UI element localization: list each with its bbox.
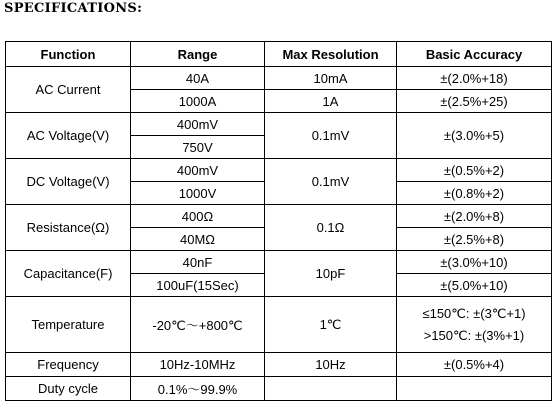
accuracy-cell: [397, 377, 552, 401]
function-ac-current: AC Current: [6, 67, 131, 113]
accuracy-cell: ±(2.5%+8): [397, 228, 552, 251]
resolution-cell: 1℃: [265, 297, 397, 353]
accuracy-cell: ±(2.5%+25): [397, 90, 552, 113]
accuracy-cell: ±(0.8%+2): [397, 182, 552, 205]
table-row: [6, 159, 552, 182]
specifications-table: [5, 41, 552, 401]
function-duty-cycle: Duty cycle: [6, 377, 131, 401]
range-cell: 100uF(15Sec): [131, 274, 265, 297]
range-cell: 40MΩ: [131, 228, 265, 251]
function-frequency: Frequency: [6, 353, 131, 377]
range-cell: 40A: [131, 67, 265, 90]
range-cell: 10Hz-10MHz: [131, 353, 265, 377]
accuracy-line-high: >150℃: ±(3%+1): [423, 327, 525, 343]
range-cell: 0.1%～99.9%: [131, 377, 265, 401]
range-cell: 400mV: [131, 159, 265, 182]
accuracy-line-low: ≤150℃: ±(3℃+1): [422, 305, 526, 321]
table-row: [6, 353, 552, 377]
resolution-cell: 0.1mV: [265, 113, 397, 159]
accuracy-cell: ±(3.0%+5): [397, 113, 552, 159]
accuracy-cell: ±(0.5%+2): [397, 159, 552, 182]
accuracy-cell: [397, 297, 552, 353]
resolution-cell: 0.1Ω: [265, 205, 397, 251]
header-function: Function: [6, 42, 131, 67]
resolution-cell: [265, 377, 397, 401]
function-temperature: Temperature: [6, 297, 131, 353]
accuracy-cell: ±(0.5%+4): [397, 353, 552, 377]
range-cell: 400Ω: [131, 205, 265, 228]
accuracy-cell: ±(2.0%+18): [397, 67, 552, 90]
table-row: [6, 297, 552, 353]
accuracy-cell: ±(2.0%+8): [397, 205, 552, 228]
range-cell: -20℃～+800℃: [131, 297, 265, 353]
function-capacitance: Capacitance(F): [6, 251, 131, 297]
resolution-cell: 10pF: [265, 251, 397, 297]
resolution-cell: 10mA: [265, 67, 397, 90]
resolution-cell: 10Hz: [265, 353, 397, 377]
accuracy-cell: ±(3.0%+10): [397, 251, 552, 274]
accuracy-cell: ±(5.0%+10): [397, 274, 552, 297]
function-ac-voltage: AC Voltage(V): [6, 113, 131, 159]
range-cell: 400mV: [131, 113, 265, 136]
specifications-heading: SPECIFICATIONS:: [4, 1, 143, 16]
range-cell: 40nF: [131, 251, 265, 274]
range-cell: 750V: [131, 136, 265, 159]
resolution-cell: 0.1mV: [265, 159, 397, 205]
function-dc-voltage: DC Voltage(V): [6, 159, 131, 205]
range-cell: 1000A: [131, 90, 265, 113]
range-cell: 1000V: [131, 182, 265, 205]
table-row: [6, 205, 552, 228]
header-basic-accuracy: Basic Accuracy: [397, 42, 552, 67]
function-resistance: Resistance(Ω): [6, 205, 131, 251]
header-range: Range: [131, 42, 265, 67]
table-row: [6, 113, 552, 136]
table-row: [6, 67, 552, 90]
table-header-row: [6, 42, 552, 67]
table-row: [6, 251, 552, 274]
table-row: [6, 377, 552, 401]
resolution-cell: 1A: [265, 90, 397, 113]
header-max-resolution: Max Resolution: [265, 42, 397, 67]
